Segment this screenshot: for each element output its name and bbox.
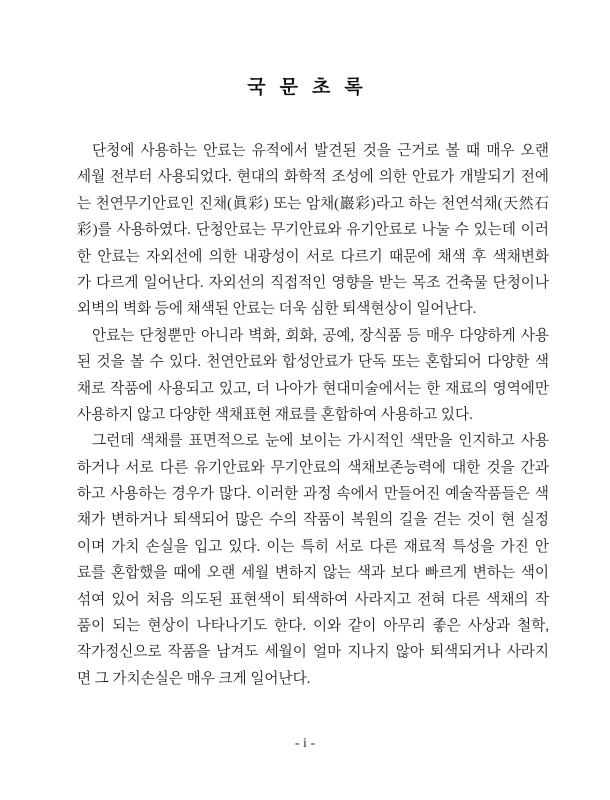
paragraph-line: 하고 사용하는 경우가 많다. 이러한 과정 속에서 만들어진 예술작품들은 색 bbox=[77, 486, 549, 503]
paragraph-line: 된 것을 볼 수 있다. 천연안료와 합성안료가 단독 또는 혼합되어 다양한 색 bbox=[77, 354, 549, 371]
abstract-body bbox=[77, 138, 549, 692]
paragraph-line: 외벽의 벽화 등에 채색된 안료는 더욱 심한 퇴색현상이 일어난다. bbox=[77, 301, 477, 318]
paragraph-line: 작가정신으로 작품을 남겨도 세월이 얼마 지나지 않아 퇴색되거나 사라지 bbox=[77, 644, 549, 661]
paragraph-line: 세월 전부터 사용되었다. 현대의 화학적 조성에 의한 안료가 개발되기 전에 bbox=[77, 169, 549, 186]
paragraph-line: 채로 작품에 사용되고 있고, 더 나아가 현대미술에서는 한 재료의 영역에만 bbox=[77, 380, 549, 397]
paragraph-line: 단청에 사용하는 안료는 유적에서 발견된 것을 근거로 볼 때 매우 오랜 bbox=[92, 143, 549, 159]
paragraph-line: 이며 가치 손실을 입고 있다. 이는 특히 서로 다른 재료적 특성을 가진 안 bbox=[77, 538, 549, 555]
paragraph-line: 료를 혼합했을 때에 오랜 세월 변하지 않는 색과 보다 빠르게 변하는 색이 bbox=[77, 565, 549, 582]
paragraph-line: 그런데 색채를 표면적으로 눈에 보이는 가시적인 색만을 인지하고 사용 bbox=[92, 433, 549, 450]
paragraph-line: 彩)를 사용하였다. 단청안료는 무기안료와 유기안료로 나눌 수 있는데 이러 bbox=[77, 222, 549, 239]
paragraph-line: 섞여 있어 처음 의도된 표현색이 퇴색하여 사라지고 전혀 다른 색채의 작 bbox=[77, 591, 549, 608]
paragraph-line: 면 그 가치손실은 매우 크게 일어난다. bbox=[77, 670, 311, 687]
paragraph-line: 품이 되는 현상이 나타나기도 한다. 이와 같이 아무리 좋은 사상과 철학, bbox=[77, 618, 549, 635]
paragraph-line: 하거나 서로 다른 유기안료와 무기안료의 색채보존능력에 대한 것을 간과 bbox=[77, 459, 549, 476]
paragraph-line: 사용하지 않고 다양한 색채표현 재료를 혼합하여 사용하고 있다. bbox=[77, 406, 473, 423]
paragraph-line: 채가 변하거나 퇴색되어 많은 수의 작품이 복원의 길을 걷는 것이 현 실정 bbox=[77, 512, 549, 529]
paragraph-line: 는 천연무기안료인 진채(眞彩) 또는 암채(巖彩)라고 하는 천연석채(天然石 bbox=[77, 195, 549, 212]
page-number: - i - bbox=[294, 736, 316, 751]
page-title: 국문초록 bbox=[247, 77, 377, 98]
paragraph-line: 한 안료는 자외선에 의한 내광성이 서로 다르기 때문에 채색 후 색채변화 bbox=[77, 248, 549, 265]
paragraph-line: 가 다르게 일어난다. 자외선의 직접적인 영향을 받는 목조 건축물 단청이나 bbox=[77, 274, 549, 291]
paragraph-line: 안료는 단청뿐만 아니라 벽화, 회화, 공예, 장식품 등 매우 다양하게 사용 bbox=[92, 327, 549, 344]
